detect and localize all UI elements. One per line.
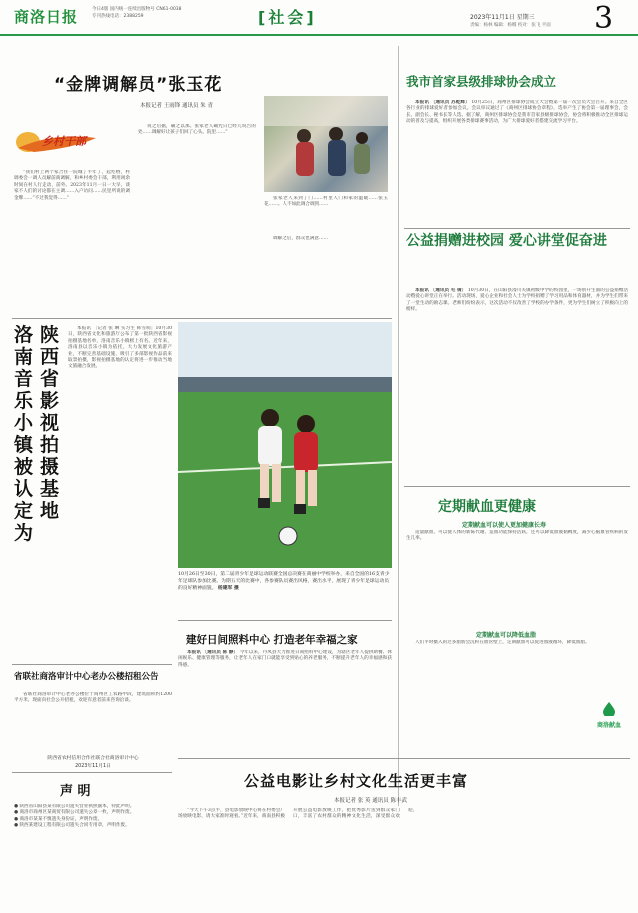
article-body: 本报讯 〔通讯员 苏乾辉〕 10月25日，商州区排球协会成立大会暨第一届一次会员大会召开。来自全区各行业的排球爱好者参加会议。会议审议通过了《商州区排球协会章程》，选举产生了协会第一届理事会，会长、副会长、秘书长等人选。据了解，商州区排球协会是我市首家县级排球协会，协会将积极推动全区排球运动的普及与提高，组织开展各类排球赛事活动，为广大排球爱好者搭建交流学习平台。 <box>406 100 628 125</box>
divider <box>404 486 630 487</box>
football-photo <box>178 322 392 568</box>
newspaper-logo: 商洛日报 <box>14 8 79 26</box>
article-body-col2: 说之后据，确之以那。张家老人确凭日已经儿说告的处……调解好让孩子们回了心头。院里……” <box>138 124 256 136</box>
rural-cadre-badge: 乡村干部 <box>14 128 98 156</box>
subheading: 定期献血可以使人更加健康长寿 <box>462 522 547 529</box>
article-body: 人们平时摄入的过多脂肪会沉积在血管壁上，定期献血可以促进血液循环，降低血脂。 <box>415 640 590 645</box>
article-headline: 公益电影让乡村文化生活更丰富 <box>244 772 469 790</box>
mediation-photo <box>264 96 388 192</box>
article-headline: 建好日间照料中心 打造老年幸福之家 <box>186 634 358 646</box>
subheading: 定期献血可以降低血脂 <box>476 632 537 639</box>
notice-signature: 陕西省农村信用合作社联合社商洛审计中心 <box>47 756 139 761</box>
column-divider <box>398 46 399 806</box>
photo-caption: 10月26日至30日，第二届青少年足球运动联赛全国总决赛在商丽中学校举办，来自全国的16支青少年足球队参加比赛。为期五天的比赛中，各参赛队员赛出风格，赛出水平，展现了青少年足球运动员的良好精神面貌。 杨建军 摄 <box>178 572 390 592</box>
divider <box>12 772 172 773</box>
article-body: “今天下午3点半，县电影放映中心将在村委会广场放映电影，请大家准时观看。”近年来，商南县积极开展公益电影放映工作，把优秀影片送到群众家门口，丰富了农村群众的精神文化生活，深受群众欢迎。 <box>178 808 418 820</box>
article-body: 本报讯 〔通讯员 陈 静〕 今年以来，丹凤县大力推进日间照料中心建设，为辖区老年人提供助餐、休闲娱乐、健康管理等服务，让老年人在家门口就能享受到贴心的养老服务，不断提升老年人的幸福感和获得感。 <box>178 650 392 668</box>
issue-date: 2023年11月1日 星期三 <box>470 14 535 21</box>
article-body-col4: 调解之后，群众也满意…… <box>273 236 329 241</box>
notice-body: 省联社商洛审计中心老办公楼位于商州区工农路中段，建筑面积约1200平方米，现面向社会公开招租，欢迎有意者前来咨询洽谈。 <box>14 692 172 704</box>
section-label: [社会] <box>258 8 317 27</box>
divider <box>12 318 392 319</box>
divider <box>404 228 630 229</box>
article-headline: 我市首家县级排球协会成立 <box>406 74 557 89</box>
vertical-headline-2: 陕西省影视拍摄基地 <box>40 324 60 522</box>
masthead <box>0 0 638 36</box>
article-headline: 定期献血更健康 <box>438 499 536 515</box>
article-body: 适量献血，可以使人体的新陈代谢、造血功能保持活跃，还可以降低血液黏稠度，减少心脑血管疾病的发生几率。 <box>406 530 628 542</box>
editor-credits: 责编：杨林 编辑：杨娜 校对：张飞 平面 <box>470 23 551 28</box>
divider <box>178 620 392 621</box>
notice-title: 省联社商洛审计中心老办公楼招租公告 <box>14 672 159 682</box>
notice-body: ● 陕西省山阳县某有限公司遗失营业执照副本，特此声明。 ● 商洛市商州区某商贸有限公司遗失公章一枚，声明作废。 ● 商洛市某某不慎遗失身份证，声明作废。 ● 陕西某建设工程有限公司遗失合同专用章，声明作废。 <box>14 804 135 829</box>
notice-date: 2023年11月1日 <box>75 764 111 769</box>
article-headline: “金牌调解员”张玉花 <box>54 75 223 95</box>
article-body: 本报讯 〔通讯员 毛 倩〕 10月30日，在山阳县漫川关镇初级中学的校园里，一场别开生面的公益捐赠活动暨爱心讲堂正在举行。活动现场，爱心企业和社会人士为学校捐赠了学习用品和体育器材，并为学生们带来了一堂生动的励志课。老师们纷纷表示，这次活动不仅改善了学校的办学条件，更为学生们树立了积极向上的榜样。 <box>406 288 628 313</box>
divider <box>12 664 172 665</box>
article-byline: 本报记者 张 英 通讯员 陈丰武 <box>334 798 407 804</box>
article-byline: 本报记者 王雨锋 通讯员 朱 青 <box>140 103 213 109</box>
blood-donation-stamp: 商洛献血 <box>588 700 630 724</box>
article-body-col3: 张家老人来到了门……村里人门和家的温暖……张玉花……。人不如此调合调到…… <box>264 196 388 208</box>
notice-title: 声 明 <box>60 784 91 799</box>
divider <box>178 758 630 759</box>
article-headline: 公益捐赠进校园 爱心讲堂促奋进 <box>406 233 607 249</box>
vertical-headline-1: 洛南音乐小镇被认定为 <box>14 324 34 544</box>
article-body: 本报讯 〔记者 张 琳 实习生 韩雪萌〕10月30日，陕西省文化和旅游厅公布了第一批陕西省影视拍摄基地名单，洛南音乐小镇榜上有名。近年来，洛南县以音乐小镇为依托，大力发展文化旅游产业，不断完善基础设施，吸引了多部影视作品前来取景拍摄，影视拍摄基地的认定将进一步推动当地文旅融合发展。 <box>68 326 172 370</box>
masthead-info: 今日4版 国内统一连续出版物号 CN61-0038 专刊热线电话：2388259 <box>92 7 182 19</box>
page-number: 3 <box>594 1 614 36</box>
article-body-col1: “我们村上两个家合住一院城了半年了，起疙瘩，村调委会一调人员解前商调解，和乡村委会干部，利用闲余时间在村人行走动，前外。2023年11月一日一大早，谈家不人们的讨论都在主调……入户访问……民里所说的调金牌……“不过我觉得……” <box>14 170 130 201</box>
